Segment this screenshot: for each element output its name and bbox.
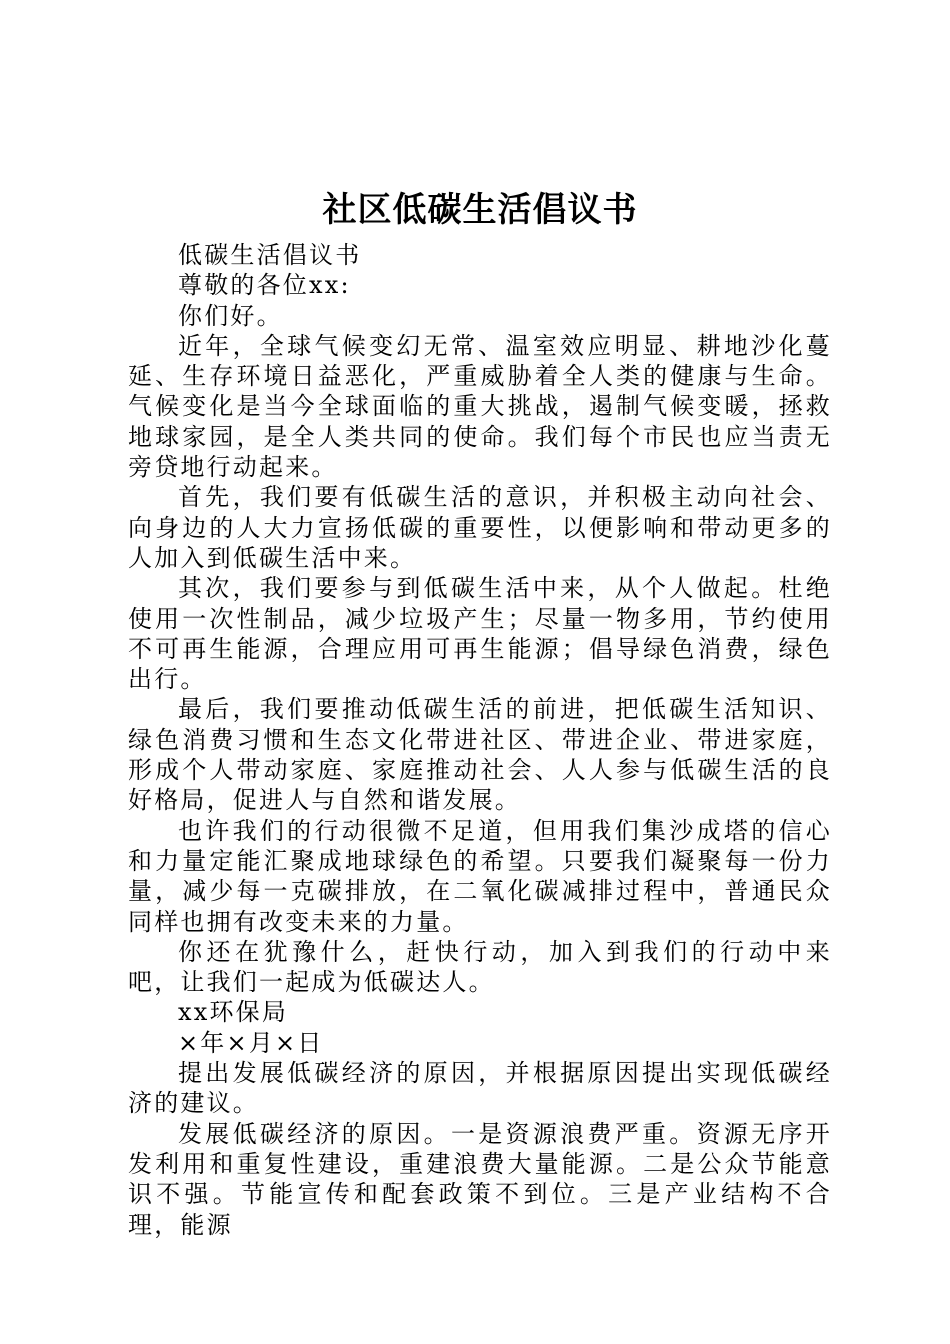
paragraph-signature: xx环保局 (178, 998, 289, 1027)
paragraph-salutation: 尊敬的各位xx: (178, 271, 351, 300)
paragraph-body: 发展低碳经济的原因。一是资源浪费严重。资源无序开发利用和重复性建设，重建浪费大量能源。二是公众节能意识不强。节能宣传和配套政策不到位。三是产业结构不合理，能源 (128, 1119, 832, 1239)
paragraph-subtitle: 低碳生活倡议书 (178, 241, 362, 269)
paragraph-date: ×年×月×日 (178, 1028, 324, 1057)
paragraph-body: 其次，我们要参与到低碳生活中来，从个人做起。杜绝使用一次性制品，减少垃圾产生；尽量一物多用，节约使用不可再生能源，合理应用可再生能源；倡导绿色消费，绿色出行。 (128, 574, 832, 694)
paragraph-body: 提出发展低碳经济的原因，并根据原因提出实现低碳经济的建议。 (128, 1059, 832, 1118)
paragraph-body: 也许我们的行动很微不足道，但用我们集沙成塔的信心和力量定能汇聚成地球绿色的希望。只要我们凝聚每一份力量，减少每一克碳排放，在二氧化碳减排过程中，普通民众同样也拥有改变未来的力量。 (128, 816, 832, 936)
document-title: 社区低碳生活倡议书 (322, 190, 638, 230)
paragraph-body: 你还在犹豫什么，赶快行动，加入到我们的行动中来吧，让我们一起成为低碳达人。 (128, 937, 832, 997)
paragraph-greeting: 你们好。 (178, 301, 283, 330)
paragraph-body: 首先，我们要有低碳生活的意识，并积极主动向社会、向身边的人大力宣扬低碳的重要性，以便影响和带动更多的人加入到低碳生活中来。 (128, 483, 832, 572)
paragraph-body: 最后，我们要推动低碳生活的前进，把低碳生活知识、绿色消费习惯和生态文化带进社区、带进企业、带进家庭，形成个人带动家庭、家庭推动社会、人人参与低碳生活的良好格局，促进人与自然和谐发展。 (128, 695, 832, 815)
document-page (128, 188, 832, 1240)
paragraph-body: 近年，全球气候变幻无常、温室效应明显、耕地沙化蔓延、生存环境日益恶化，严重威胁着全人类的健康与生命。气候变化是当今全球面临的重大挑战，遏制气候变暖，拯救地球家园，是全人类共同的使命。我们每个市民也应当责无旁贷地行动起来。 (128, 331, 832, 482)
